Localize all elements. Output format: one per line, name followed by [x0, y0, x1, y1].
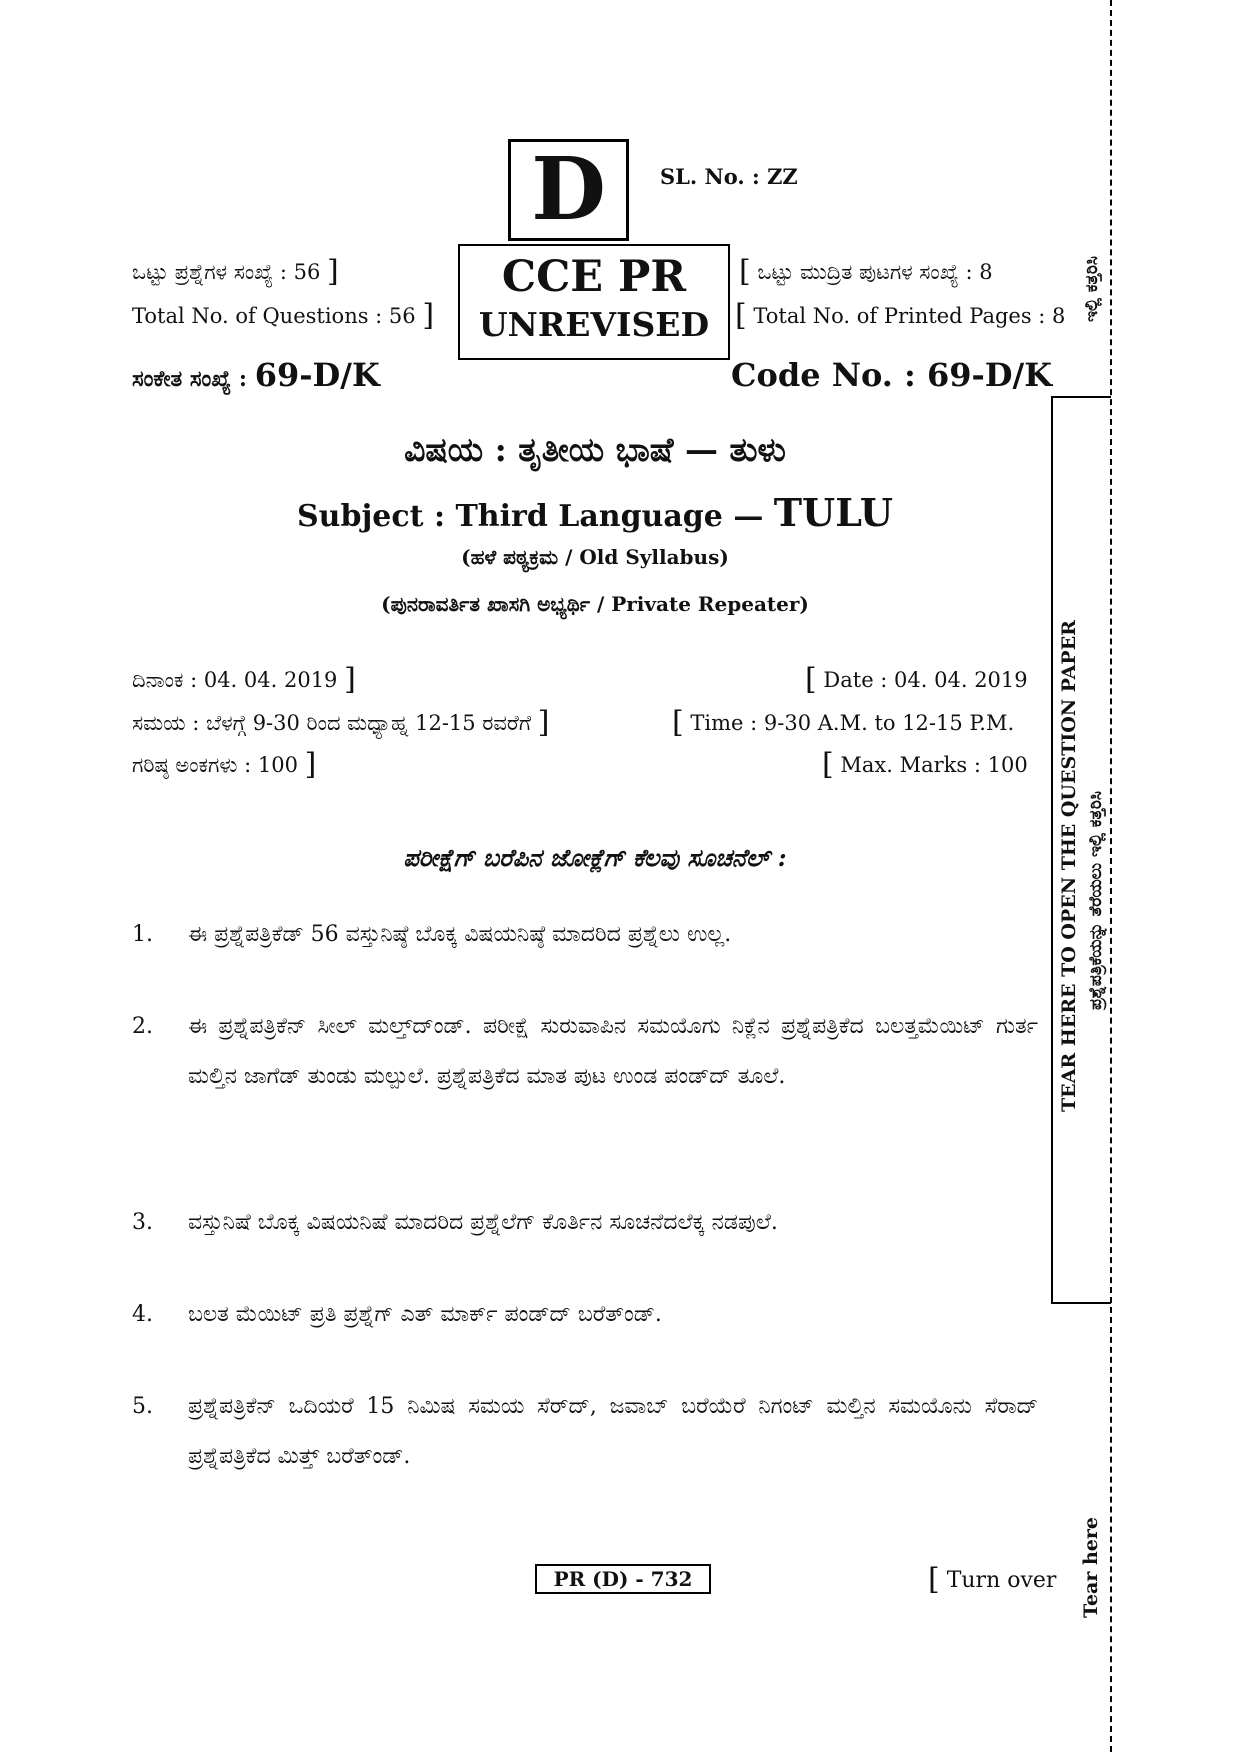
- instruction-text: ವಸ್ತುನಿಷೆ ಬೊಕ್ಕ ವಿಷಯನಿಷೆ ಮಾದರಿದ ಪ್ರಶ್ನೆಲೆಗ್ ಕೊರ್ತಿನ ಸೂಚನೆದಲೆಕ್ಕ ನಡಪುಲೆ.: [188, 1210, 778, 1235]
- instruction-item: [132, 1002, 1038, 1102]
- tear-here-label: Tear here: [1080, 1517, 1102, 1618]
- time-kn-text: ಸಮಯ : ಬೆಳಗ್ಗೆ 9-30 ರಿಂದ ಮಧ್ಯಾಹ್ನ 12-15 ರವರೆಗೆ: [132, 711, 532, 735]
- total-questions-kn: ಒಟ್ಟು ಪ್ರಶ್ನೆಗಳ ಸಂಖ್ಯೆ : 56 ]: [132, 254, 339, 289]
- date-kn-text: ದಿನಾಂಕ : 04. 04. 2019: [132, 668, 338, 692]
- max-marks-kn: ಗರಿಷ್ಠ ಅಂಕಗಳು : 100 ]: [132, 747, 317, 782]
- instruction-text: ಪ್ರಶ್ನೆಪತ್ರಿಕೆನ್ ಒದಿಯರೆ 15 ನಿಮಿಷ ಸಮಯ ಸೆರ್‌ದ್, ಜವಾಬ್ ಬರೆಯೆರೆ ನಿಗಂಟ್ ಮಲ್ತಿನ ಸಮಯೊನು ಸೆರಾದ್ ಪ್ರಶ್ನೆಪತ್ರಿಕೆದ ಮಿತ್ತ್ ಬರೆತ್‌ಂಡ್.: [188, 1394, 1038, 1469]
- total-pages-kn: [ ಒಟ್ಟು ಮುದ್ರಿತ ಪುಟಗಳ ಸಂಖ್ಯೆ : 8: [739, 254, 993, 289]
- turn-over-note: [ Turn over: [928, 1562, 1057, 1597]
- instruction-number: 1.: [132, 922, 153, 947]
- date-kn: ದಿನಾಂಕ : 04. 04. 2019 ]: [132, 662, 356, 697]
- turn-over-text: Turn over: [946, 1568, 1057, 1593]
- serial-number: SL. No. : ZZ: [660, 164, 798, 189]
- total-questions-en: Total No. of Questions : 56 ]: [132, 298, 435, 333]
- date-en-text: Date : 04. 04. 2019: [823, 668, 1028, 692]
- code-number-kn: [132, 356, 380, 394]
- instruction-text: ಈ ಪ್ರಶ್ನೆಪತ್ರಿಕೆಡ್ 56 ವಸ್ತುನಿಷ್ಠೆ ಬೊಕ್ಕ ವಿಷಯನಿಷ್ಠೆ ಮಾದರಿದ ಪ್ರಶ್ನೆಲು ಉಲ್ಲ.: [188, 922, 732, 947]
- subject-title-en: [0, 490, 1190, 535]
- instruction-text: ಈ ಪ್ರಶ್ನೆಪತ್ರಿಕೆನ್ ಸೀಲ್ ಮಲ್ತ್‌ದ್‌ಂಡ್. ಪರೀಕ್ಷೆ ಸುರುವಾಪಿನ ಸಮಯೊಗು ನಿಕ್ಲೆನ ಪ್ರಶ್ನೆಪತ್ರಿಕೆದ ಬಲತ್ತಮೆಯಿಟ್ ಗುರ್ತ ಮಲ್ತಿನ ಜಾಗೆಡ್ ತುಂಡು ಮಲ್ಪುಲೆ. ಪ್ರಶ್ನೆಪತ್ರಿಕೆದ ಮಾತ ಪುಟ ಉಂಡ ಪಂಡ್‌ದ್ ತೂಲೆ.: [188, 1014, 1038, 1089]
- max-marks-en: [ Max. Marks : 100: [822, 747, 1028, 782]
- max-marks-kn-text: ಗರಿಷ್ಠ ಅಂಕಗಳು : 100: [132, 753, 298, 777]
- series-code-box: D: [508, 139, 629, 241]
- total-pages-en-text: Total No. of Printed Pages : 8: [753, 304, 1066, 328]
- instruction-item: [132, 1290, 1038, 1340]
- total-questions-en-text: Total No. of Questions : 56: [132, 304, 416, 328]
- unrevised-label: UNREVISED: [478, 305, 710, 344]
- total-questions-kn-text: ಒಟ್ಟು ಪ್ರಶ್ನೆಗಳ ಸಂಖ್ಯೆ : 56: [132, 260, 321, 284]
- date-en: [ Date : 04. 04. 2019: [805, 662, 1028, 697]
- cce-pr-label: CCE PR: [501, 252, 687, 302]
- time-kn: ಸಮಯ : ಬೆಳಗ್ಗೆ 9-30 ರಿಂದ ಮಧ್ಯಾಹ್ನ 12-15 ರವರೆಗೆ ]: [132, 705, 550, 740]
- candidate-type-label: (ಪುನರಾವರ್ತಿತ ಖಾಸಗಿ ಅಭ್ಯರ್ಥಿ / Private Repeater): [381, 592, 809, 616]
- tear-here-instruction-kn: ಪ್ರಶ್ನೆಪತ್ರಿಕೆಯನ್ನು ತೆರೆಯಲು ಇಲ್ಲಿ ಕತ್ತರಿಸಿ: [1086, 791, 1106, 1010]
- total-pages-kn-text: ಒಟ್ಟು ಮುದ್ರಿತ ಪುಟಗಳ ಸಂಖ್ಯೆ : 8: [757, 260, 993, 284]
- instruction-number: 4.: [132, 1302, 153, 1327]
- instruction-item: [132, 1382, 1038, 1482]
- subject-title-kn: ವಿಷಯ : ತೃತೀಯ ಭಾಷೆ — ತುಳು: [404, 430, 786, 469]
- max-marks-en-text: Max. Marks : 100: [840, 753, 1028, 777]
- cce-pr-box: [458, 244, 730, 360]
- instruction-item: [132, 910, 1038, 960]
- tear-here-instruction-en: TEAR HERE TO OPEN THE QUESTION PAPER: [1058, 620, 1080, 1112]
- paper-code-box: PR (D) - 732: [535, 1564, 711, 1594]
- syllabus-label: (ಹಳೆ ಪಠ್ಯಕ್ರಮ / Old Syllabus): [461, 545, 729, 569]
- code-value-kn: 69-D/K: [254, 356, 380, 394]
- subject-language: TULU: [773, 490, 893, 535]
- cut-here-kn-top: ಇಲ್ಲಿ ಕತ್ತರಿಸಿ: [1082, 256, 1102, 322]
- instruction-item: [132, 1198, 1038, 1248]
- subject-prefix: Subject : Third Language —: [297, 499, 764, 534]
- code-number-en: Code No. : 69-D/K: [731, 356, 1053, 394]
- instruction-number: 3.: [132, 1210, 153, 1235]
- instructions-title: ಪರೀಕ್ಷೆಗ್ ಬರೆಪಿನ ಜೋಕ್ಲೆಗ್ ಕೆಲವು ಸೂಚನೆಲ್ :: [403, 843, 787, 872]
- instruction-number: 2.: [132, 1014, 153, 1039]
- time-en: [ Time : 9-30 A.M. to 12-15 P.M.: [672, 705, 1015, 740]
- instruction-text: ಬಲತ ಮೆಯಿಟ್ ಪ್ರತಿ ಪ್ರಶ್ನೆಗ್ ಎತ್ ಮಾರ್ಕ್ ಪಂಡ್‌ದ್ ಬರೆತ್‌ಂಡ್.: [188, 1302, 662, 1327]
- time-en-text: Time : 9-30 A.M. to 12-15 P.M.: [690, 711, 1015, 735]
- instruction-number: 5.: [132, 1394, 153, 1419]
- code-label-kn: ಸಂಕೇತ ಸಂಖ್ಯೆ :: [132, 366, 248, 392]
- total-pages-en: [ Total No. of Printed Pages : 8: [735, 298, 1066, 333]
